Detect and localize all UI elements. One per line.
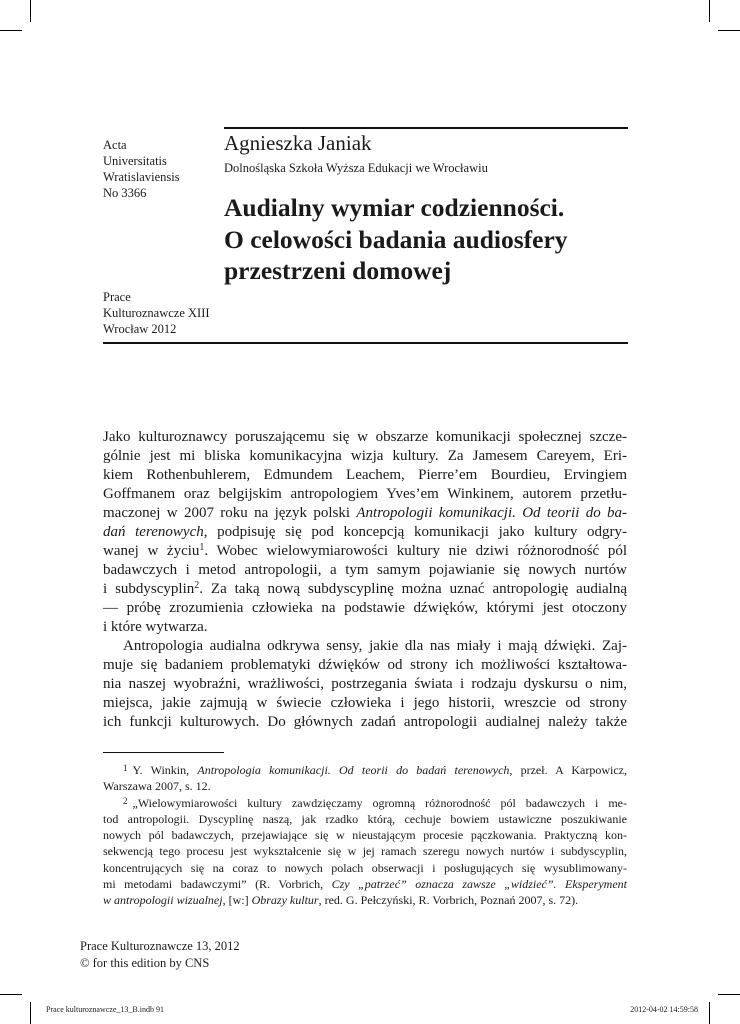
footnote-line: Warszawa 2007, s. 12. [103, 779, 211, 794]
body-line: i subdyscyplin$^2$. Za taką nową subdyscyplinę można uznać antropologię audialną [103, 580, 627, 597]
footnote-line: koncentrujących się na coraz to nowych polach obserwacji i posługujących się wysublimowany- [103, 860, 627, 875]
crop-mark [709, 1002, 710, 1024]
footnote-line: nowych pól badawczych, przejawiające się w nieustającym procesie pączkowania. Praktyczną kon- [103, 828, 627, 843]
body-line: i które wytwarza. [103, 619, 208, 635]
series-info [103, 289, 210, 337]
print-slug-date: 2012-04-02 14:59:58 [630, 1005, 698, 1014]
crop-mark [718, 30, 740, 31]
article-title [224, 192, 568, 287]
footnote-separator [103, 752, 224, 753]
title-line: O celowości badania audiosfery [224, 224, 568, 254]
body-line: Antropologia audialna odkrywa sensy, jakie dla nas miały i mają dźwięki. Zaj- [123, 638, 627, 654]
footnote-line: mi metodami badawczymi” (R. Vorbrich, Czy „patrzeć” oznacza zawsze „widzieć”. Eksperyment [103, 877, 627, 892]
footnote-ref[interactable]: 2 [194, 580, 200, 591]
journal-number: No 3366 [103, 186, 147, 200]
crop-mark [709, 0, 710, 22]
body-line: badawczych i metod antropologii, a tym samym pojawianie się nowych nurtów [103, 562, 627, 578]
body-line: ich funkcji kulturowych. Do głównych zadań antropologii audialnej należy także [103, 714, 627, 730]
title-line: przestrzeni domowej [224, 256, 452, 285]
footer-publication: Prace Kulturoznawcze 13, 2012 [80, 939, 240, 953]
body-line: maczonej w 2007 roku na język polski Antropologii komunikacji. Od teorii do ba- [103, 505, 628, 521]
footnote-line: tod antropologii. Dyscyplinę naszą, jak rzadko którą, cechuje bowiem ustawiczne poszukiwanie [103, 811, 627, 826]
journal-info [103, 137, 180, 201]
footnotes [103, 762, 627, 909]
body-text [103, 428, 627, 732]
crop-mark [30, 0, 31, 22]
print-slug-file: Prace kulturoznawcze_13_B.indb 91 [46, 1005, 164, 1014]
page-footer [80, 938, 240, 972]
footnote-ref[interactable]: 1 [199, 542, 205, 553]
title-line: Audialny wymiar codzienności. [224, 193, 565, 222]
body-line: Jako kulturoznawcy poruszającemu się w obszarze komunikacji społecznej szcze- [103, 429, 627, 445]
crop-mark [30, 1002, 31, 1024]
body-line: wanej w życiu$^1$. Wobec wielowymiarowości kultury nie dziwi różnorodność pól [103, 542, 628, 559]
series-line: Prace [103, 290, 131, 304]
header-top-rule [224, 127, 628, 129]
body-line: muje się badaniem problematyki dźwięków od strony ich możliwości kształtowa- [103, 657, 627, 673]
footnote-line: sekwencją tego procesu jest wykształcenie się w jej ramach szeregu nowych nurtów i subdyscyplin, [103, 844, 627, 859]
footnote-line: $^1$ Y. Winkin, Antropologia komunikacji. Od teorii do badań terenowych, przeł. A Karpowicz, [123, 763, 628, 777]
footnote-number: 1 [123, 763, 128, 773]
body-line: — próbę zrozumienia człowieka na podstawie dźwięków, którymi jest otoczony [103, 600, 627, 616]
footer-copyright: © for this edition by CNS [80, 956, 210, 970]
series-line: Wrocław 2012 [103, 322, 177, 336]
journal-line: Universitatis [103, 154, 167, 168]
body-line: Goffmanem oraz belgijskim antropologiem Yves’em Winkinem, autorem przetłu- [103, 486, 627, 502]
crop-mark [718, 994, 740, 995]
author-affiliation: Dolnośląska Szkoła Wyższa Edukacji we Wrocławiu [224, 161, 488, 175]
footnote-line: w antropologii wizualnej, [w:] Obrazy kultur, red. G. Pełczyński, R. Vorbrich, Poznań 2007, s. 72). [103, 893, 579, 908]
body-line: miejsca, jakie zajmują w świecie człowieka i jego historii, wreszcie od strony [103, 695, 627, 711]
journal-line: Acta [103, 138, 127, 152]
header-bottom-rule [103, 342, 628, 344]
body-line: kiem Rothenbuhlerem, Edmundem Leachem, Pierre’em Bourdieu, Ervingiem [103, 467, 627, 483]
body-line: gólnie jest mi bliska komunikacyjna wizja kultury. Za Jamesem Careyem, Eri- [103, 448, 627, 464]
footnote-number: 2 [123, 795, 128, 806]
crop-mark [0, 30, 22, 31]
body-line: nia naszej wyobraźni, wrażliwości, postrzegania świata i rodzaju dyskursu o nim, [103, 676, 627, 692]
crop-mark [0, 994, 22, 995]
footnote-line: $^2$ „Wielowymiarowości kultury zawdzięczamy ogromną różnorodność pól badawczych i me- [123, 795, 627, 810]
body-line: dań terenowych, podpisuję się pod koncepcją komunikacji jako kultury odgry- [103, 524, 628, 540]
author-name: Agnieszka Janiak [224, 131, 372, 155]
series-line: Kulturoznawcze XIII [103, 306, 210, 320]
journal-line: Wratislaviensis [103, 170, 180, 184]
